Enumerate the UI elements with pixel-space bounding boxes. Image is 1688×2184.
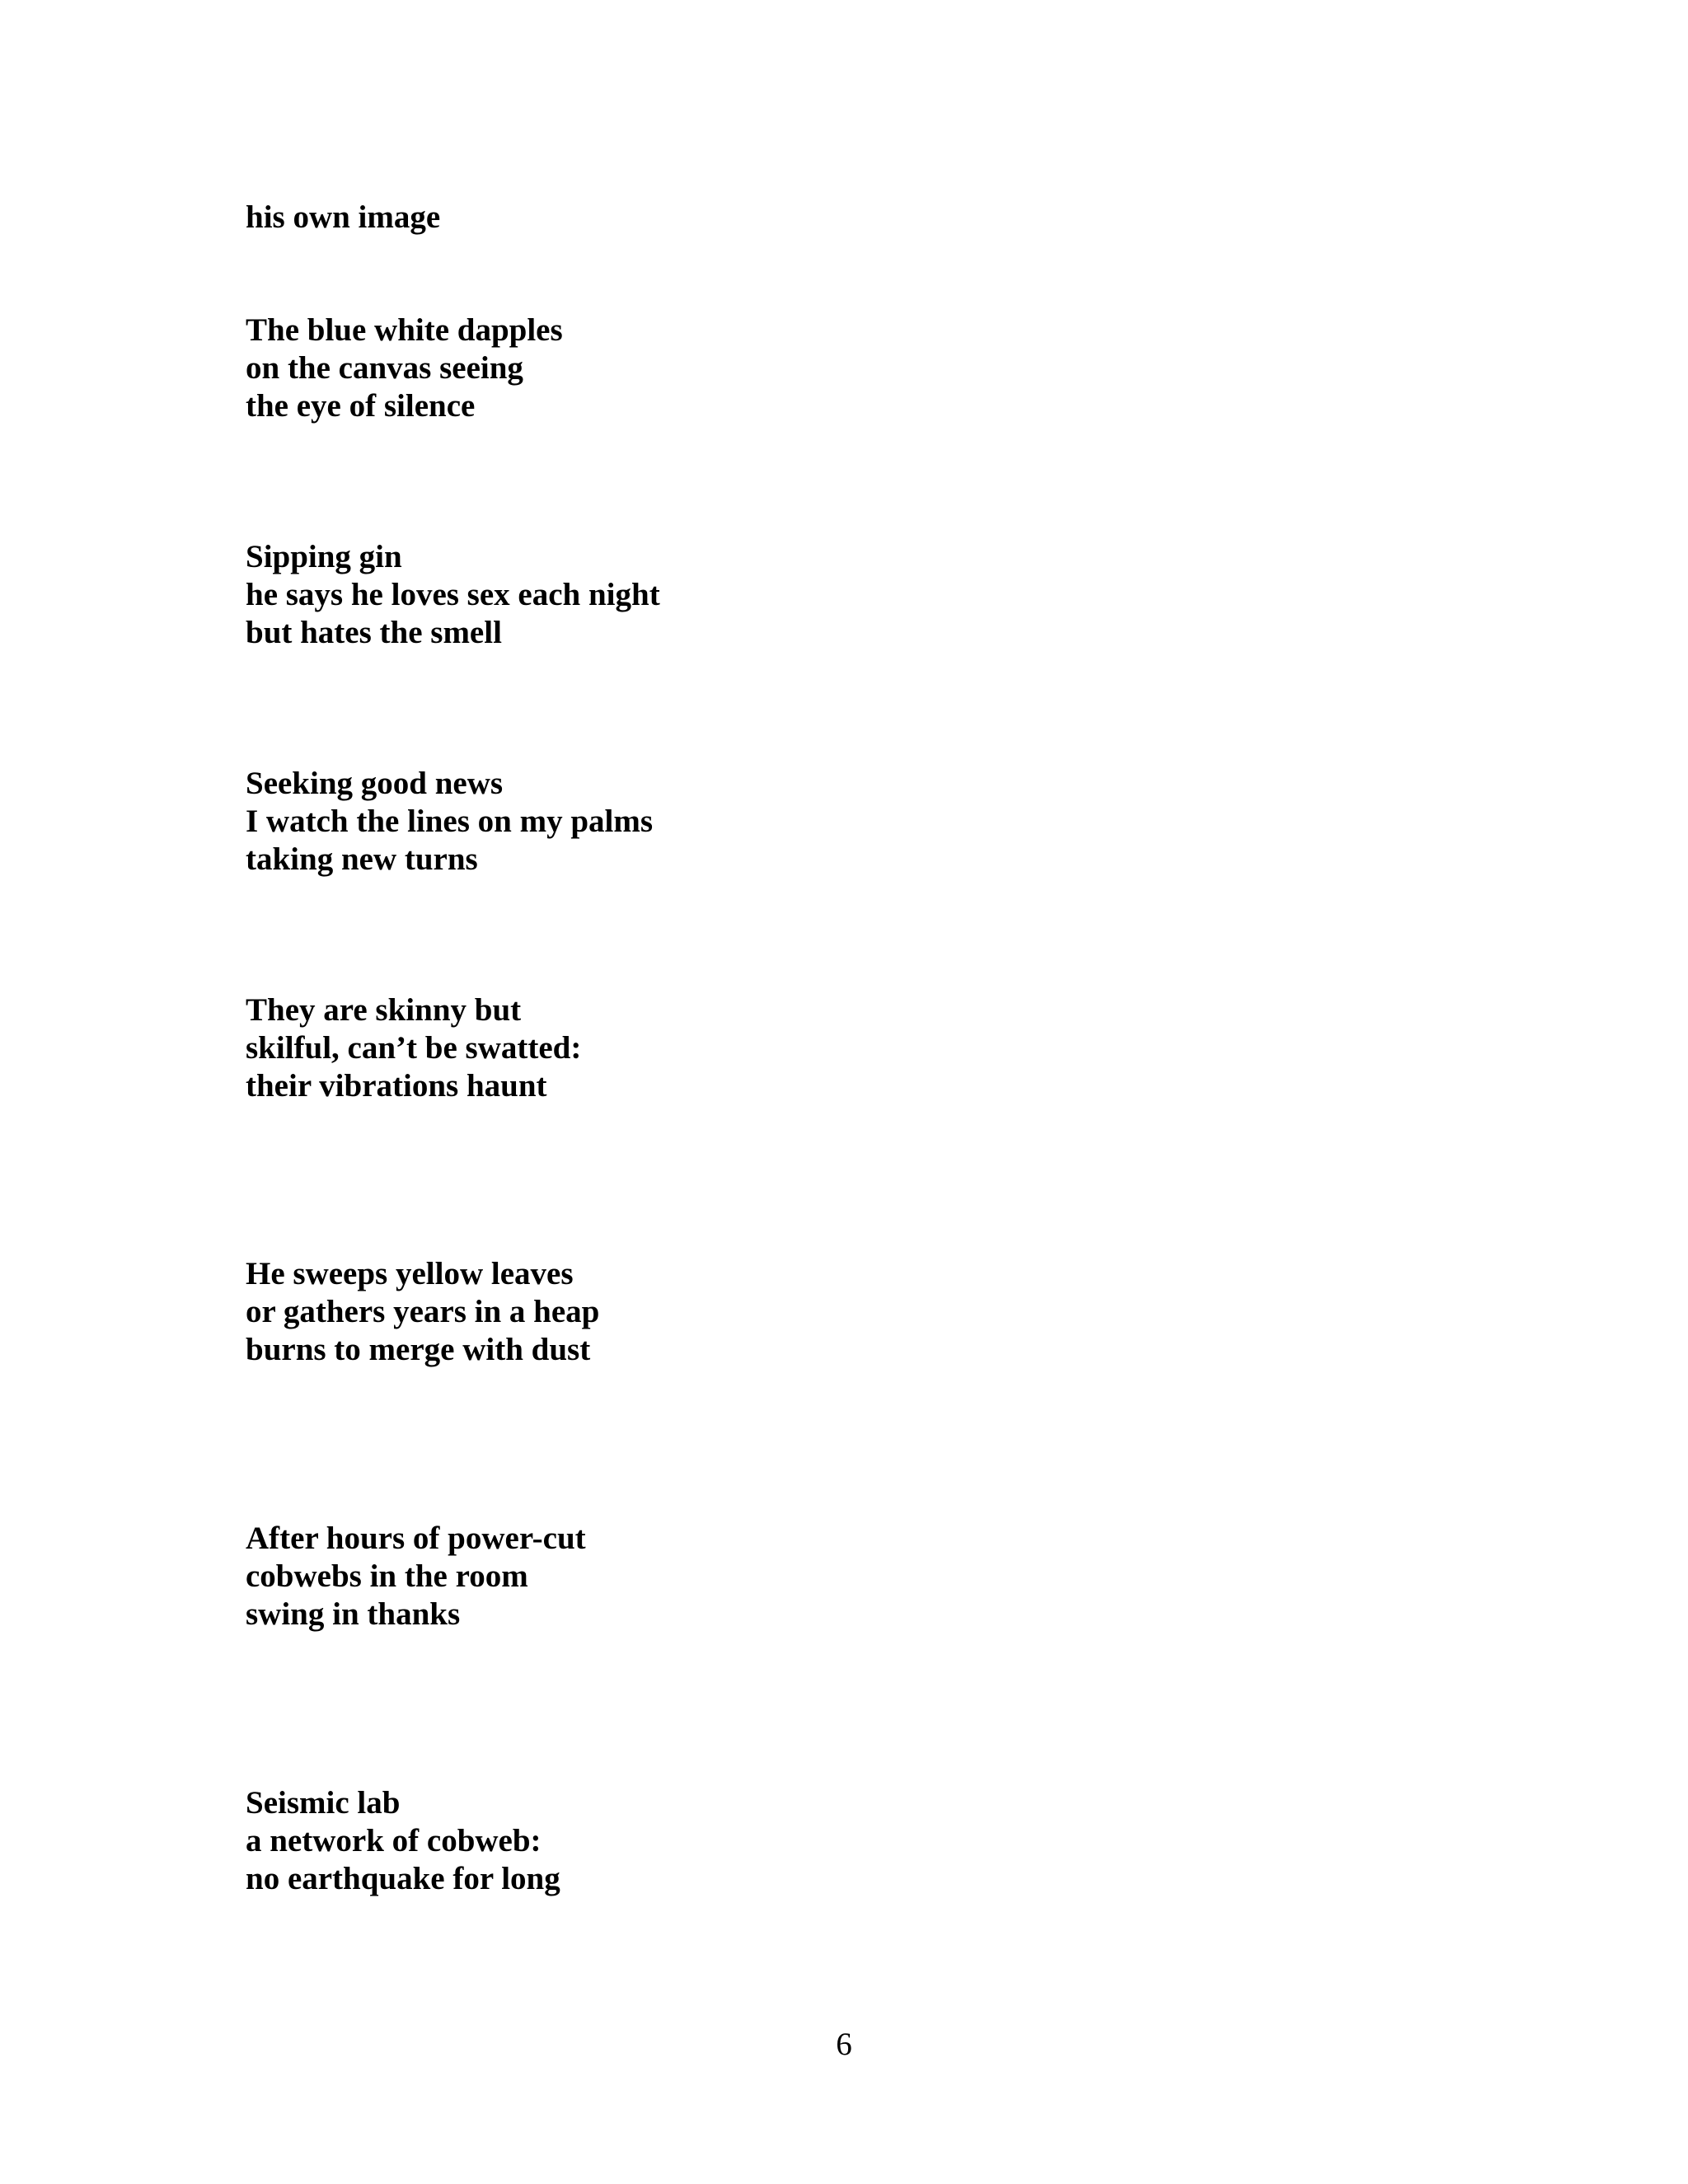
poem-line: After hours of power-cut	[246, 1521, 586, 1556]
poem-line: no earthquake for long	[246, 1861, 560, 1896]
poem-line: Seismic lab	[246, 1785, 401, 1821]
poem-line: but hates the smell	[246, 615, 502, 650]
poem-line: burns to merge with dust	[246, 1332, 591, 1367]
poem-line: on the canvas seeing	[246, 350, 523, 386]
poem-line: I watch the lines on my palms	[246, 804, 654, 839]
poem-line: their vibrations haunt	[246, 1068, 547, 1104]
poem-line: skilful, can’t be swatted:	[246, 1030, 582, 1066]
poem-line: he says he loves sex each night	[246, 577, 660, 612]
poem-line: taking new turns	[246, 841, 478, 877]
poem-line: the eye of silence	[246, 388, 476, 424]
poem-line: or gathers years in a heap	[246, 1294, 600, 1329]
poem-line: The blue white dapples	[246, 312, 563, 348]
poem-line: his own image	[246, 199, 441, 235]
poem-line: They are skinny but	[246, 992, 522, 1028]
poem-line: Sipping gin	[246, 539, 402, 574]
page-number: 6	[836, 2027, 852, 2062]
poem-line: cobwebs in the room	[246, 1558, 528, 1594]
poem-line: swing in thanks	[246, 1596, 461, 1632]
poem-line: Seeking good news	[246, 766, 504, 801]
poem-line: a network of cobweb:	[246, 1823, 542, 1858]
poem-line: He sweeps yellow leaves	[246, 1256, 574, 1291]
